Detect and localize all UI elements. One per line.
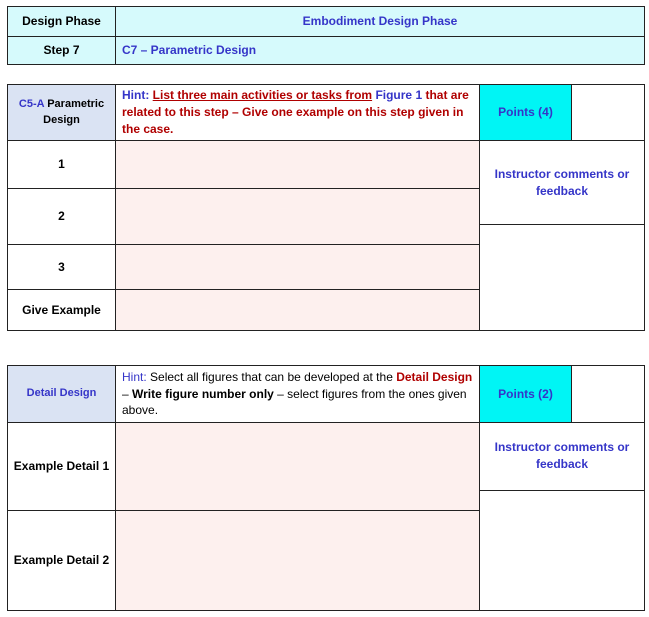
answer-cell-detail-2[interactable]	[115, 510, 480, 611]
answer-cell-1[interactable]	[115, 140, 480, 189]
hint-text: Select all figures that can be developed at the	[150, 369, 393, 384]
points-input-parametric[interactable]	[571, 84, 645, 141]
row-label-2: 2	[7, 188, 116, 245]
hint-dash: –	[122, 386, 129, 401]
hint-detail	[115, 365, 480, 423]
hint-parametric	[115, 84, 480, 141]
section-label-detail: Detail Design	[7, 365, 116, 423]
step-label: Step 7	[7, 36, 116, 65]
section-code: C5-A	[18, 98, 45, 111]
design-phase-label: Design Phase	[7, 6, 116, 37]
hint-bold: Write figure number only	[132, 386, 274, 401]
hint-text-2: – select figures from the ones given above.	[122, 386, 467, 418]
row-label-example: Give Example	[7, 289, 116, 331]
instructor-comments-field[interactable]	[479, 224, 645, 331]
design-phase-value: Embodiment Design Phase	[115, 6, 645, 37]
hint-underlined: List three main activities or tasks from	[152, 88, 373, 103]
step-value: C7 – Parametric Design	[115, 36, 645, 65]
instructor-comments-field-detail[interactable]	[479, 490, 645, 611]
points-detail: Points (2)	[479, 365, 572, 423]
answer-cell-example[interactable]	[115, 289, 480, 331]
instructor-comments-label: Instructor comments or feedback	[479, 140, 645, 225]
row-label-example-detail-1: Example Detail 1	[7, 422, 116, 511]
row-label-example-detail-2: Example Detail 2	[7, 510, 116, 611]
points-input-detail[interactable]	[571, 365, 645, 423]
answer-cell-detail-1[interactable]	[115, 422, 480, 511]
section-label-parametric	[7, 84, 116, 141]
hint-rest: that are related to this step – Give one example on this step given in the case.	[122, 88, 469, 136]
row-label-1: 1	[7, 140, 116, 189]
row-label-3: 3	[7, 244, 116, 290]
hint-figure: Figure 1	[375, 88, 423, 103]
answer-cell-3[interactable]	[115, 244, 480, 290]
answer-cell-2[interactable]	[115, 188, 480, 245]
hint-prefix: Hint:	[122, 369, 147, 384]
instructor-comments-label-detail: Instructor comments or feedback	[479, 422, 645, 491]
section-name: Parametric Design	[43, 98, 105, 126]
hint-prefix: Hint:	[122, 88, 150, 103]
points-parametric: Points (4)	[479, 84, 572, 141]
hint-red: Detail Design	[396, 369, 473, 384]
